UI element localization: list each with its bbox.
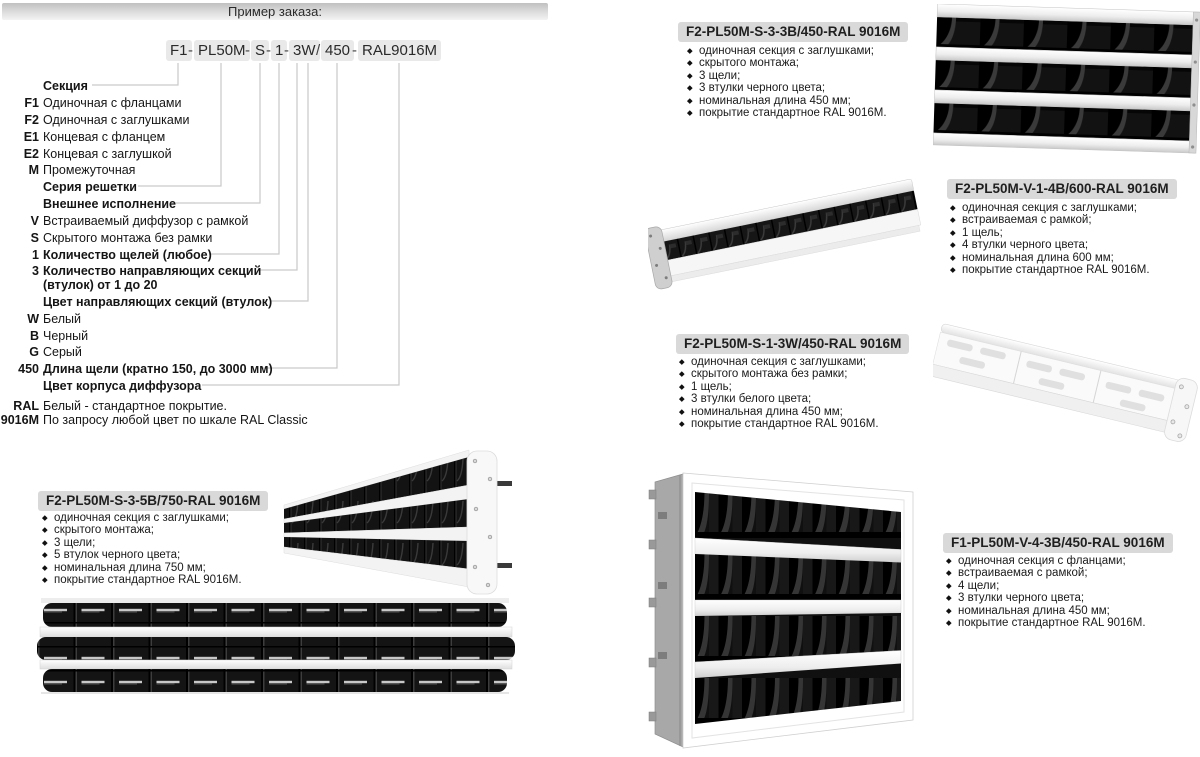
feature-item: 1 щель; bbox=[678, 381, 879, 393]
code-segment-bushings: 3W bbox=[289, 40, 320, 61]
feature-list-2 bbox=[949, 202, 1150, 276]
legend-row-v: V Встраиваемый диффузор с рамкой bbox=[30, 214, 249, 228]
product-image-1slot-diffuser-angled bbox=[648, 172, 928, 302]
product-code-badge-5: F1-PL50M-V-4-3B/450-RAL 9016M bbox=[943, 533, 1173, 553]
code-separator: - bbox=[284, 42, 289, 59]
product-image-white-diffuser-angled bbox=[933, 318, 1200, 463]
feature-item: покрытие стандартное RAL 9016M. bbox=[41, 574, 242, 586]
legend-row-bushing-count: 3 Количество направляющих секций (втулок) от 1 до 20 bbox=[32, 264, 262, 292]
code-separator: / bbox=[316, 42, 321, 59]
code-segment-series: PL50M bbox=[194, 40, 250, 61]
feature-item: скрытого монтажа; bbox=[686, 57, 887, 69]
header-bar bbox=[2, 3, 548, 20]
feature-item: встраиваемая с рамкой; bbox=[945, 567, 1146, 579]
legend-row-m: M Промежуточная bbox=[28, 163, 136, 177]
product-image-4slot-grille-front bbox=[648, 468, 928, 757]
legend-row-section: Секция bbox=[43, 79, 88, 93]
feature-item: номинальная длина 750 мм; bbox=[41, 562, 242, 574]
legend-row-f2: F2 Одиночная с заглушками bbox=[24, 113, 190, 127]
legend-row-e1: E1 Концевая с фланцем bbox=[23, 130, 166, 144]
code-segment-color: RAL9016M bbox=[358, 40, 441, 61]
code-separator: - bbox=[188, 42, 193, 59]
product-image-3slot-rails-front bbox=[36, 598, 516, 694]
legend-row-9016m: 9016M По запросу любой цвет по шкале RAL Classic bbox=[0, 413, 308, 427]
feature-item: покрытие стандартное RAL 9016M. bbox=[945, 617, 1146, 629]
feature-list-4 bbox=[41, 512, 242, 586]
feature-item: одиночная секция с заглушками; bbox=[686, 45, 887, 57]
feature-item: 3 щели; bbox=[41, 537, 242, 549]
legend-row-slot-count: 1 Количество щелей (любое) bbox=[32, 248, 212, 262]
feature-item: номинальная длина 600 мм; bbox=[949, 252, 1150, 264]
feature-item: 3 щели; bbox=[686, 70, 887, 82]
code-segment-slots: 1 bbox=[271, 40, 287, 61]
feature-item: одиночная секция с заглушками; bbox=[41, 512, 242, 524]
legend-row-length: 450 Длина щели (кратно 150, до 3000 мм) bbox=[18, 362, 273, 376]
feature-item: 5 втулок черного цвета; bbox=[41, 549, 242, 561]
code-separator: - bbox=[266, 42, 271, 59]
feature-list-1 bbox=[686, 45, 887, 119]
feature-list-3 bbox=[678, 356, 879, 430]
code-segment-mounting: S bbox=[251, 40, 269, 61]
feature-item: 3 втулки черного цвета; bbox=[686, 82, 887, 94]
legend-row-bushing-color: Цвет направляющих секций (втулок) bbox=[43, 295, 273, 309]
feature-item: номинальная длина 450 мм; bbox=[678, 406, 879, 418]
feature-item: скрытого монтажа без рамки; bbox=[678, 368, 879, 380]
product-image-3slot-grille-perspective bbox=[280, 447, 520, 599]
feature-item: одиночная секция с фланцами; bbox=[945, 555, 1146, 567]
legend-row-body-color: Цвет корпуса диффузора bbox=[43, 379, 202, 393]
legend-row-g: G Серый bbox=[29, 345, 82, 359]
legend-row-s: S Скрытого монтажа без рамки bbox=[30, 231, 213, 245]
feature-item: 3 втулки черного цвета; bbox=[945, 592, 1146, 604]
product-code-badge-3: F2-PL50M-S-1-3W/450-RAL 9016M bbox=[676, 334, 909, 354]
feature-item: покрытие стандартное RAL 9016M. bbox=[686, 107, 887, 119]
feature-item: номинальная длина 450 мм; bbox=[945, 605, 1146, 617]
feature-item: 1 щель; bbox=[949, 227, 1150, 239]
feature-item: одиночная секция с заглушками; bbox=[949, 202, 1150, 214]
code-separator: - bbox=[245, 42, 250, 59]
page-title: Пример заказа: bbox=[228, 4, 322, 19]
code-segment-section: F1 bbox=[166, 40, 192, 61]
feature-item: покрытие стандартное RAL 9016M. bbox=[949, 264, 1150, 276]
feature-item: 4 щели; bbox=[945, 580, 1146, 592]
legend-row-ral: RAL Белый - стандартное покрытие. bbox=[13, 399, 227, 413]
product-image-3slot-grille-angled bbox=[933, 4, 1200, 170]
code-separator: - bbox=[352, 42, 357, 59]
feature-item: номинальная длина 450 мм; bbox=[686, 95, 887, 107]
legend-row-f1: F1 Одиночная с фланцами bbox=[24, 96, 182, 110]
feature-item: 4 втулки черного цвета; bbox=[949, 239, 1150, 251]
feature-item: одиночная секция с заглушками; bbox=[678, 356, 879, 368]
product-code-badge-2: F2-PL50M-V-1-4B/600-RAL 9016M bbox=[947, 179, 1177, 199]
feature-item: покрытие стандартное RAL 9016M. bbox=[678, 418, 879, 430]
feature-item: скрытого монтажа; bbox=[41, 524, 242, 536]
feature-item: 3 втулки белого цвета; bbox=[678, 393, 879, 405]
feature-list-5 bbox=[945, 555, 1146, 629]
code-segment-length: 450 bbox=[321, 40, 354, 61]
legend-row-e2: E2 Концевая с заглушкой bbox=[23, 147, 172, 161]
legend-row-w: W Белый bbox=[27, 312, 82, 326]
product-code-badge-4: F2-PL50M-S-3-5B/750-RAL 9016M bbox=[38, 491, 268, 511]
product-code-badge-1: F2-PL50M-S-3-3B/450-RAL 9016M bbox=[678, 22, 908, 42]
feature-item: встраиваемая с рамкой; bbox=[949, 214, 1150, 226]
legend-row-b: B Черный bbox=[29, 329, 89, 343]
legend-row-series: Серия решетки bbox=[43, 180, 137, 194]
legend-row-exterior: Внешнее исполнение bbox=[43, 197, 177, 211]
